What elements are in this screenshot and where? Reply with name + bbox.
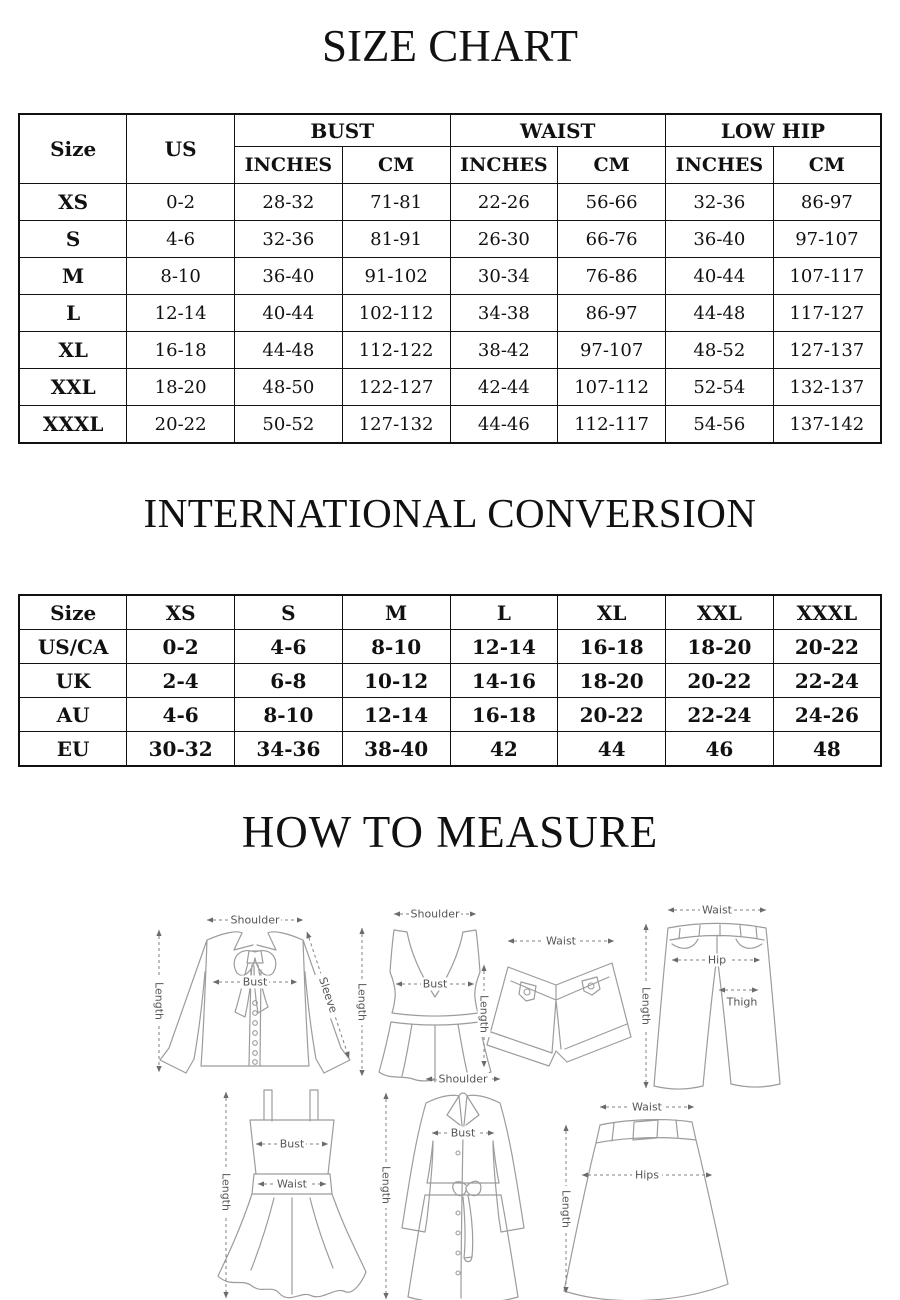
table-row (19, 184, 881, 221)
conv-header: S (235, 595, 343, 630)
conv-cell: 22-24 (773, 664, 881, 698)
conv-cell: 22-24 (666, 698, 774, 732)
size-cell: S (19, 221, 127, 258)
hip-cm-cell: 86-97 (773, 184, 881, 221)
measurement-label: Length (219, 1173, 233, 1211)
hip-cm-cell: 117-127 (773, 295, 881, 332)
hip-in-cell: 40-44 (666, 258, 774, 295)
strap-dress-figure (218, 1090, 366, 1298)
conv-cell: 42 (450, 732, 558, 767)
conv-cell: 0-2 (127, 630, 235, 664)
measurement-label: Shoulder (410, 907, 460, 921)
col-group-bust: BUST (235, 114, 451, 147)
us-cell: 8-10 (127, 258, 235, 295)
hip-cm-cell: 132-137 (773, 369, 881, 406)
sleeve-label-group (315, 971, 342, 1019)
conv-cell: 20-22 (558, 698, 666, 732)
hip-cm-cell: 137-142 (773, 406, 881, 444)
conv-header: Size (19, 595, 127, 630)
conv-cell: 44 (558, 732, 666, 767)
size-cell: L (19, 295, 127, 332)
size-cell: XL (19, 332, 127, 369)
waist-in-cell: 22-26 (450, 184, 558, 221)
button (253, 1031, 258, 1036)
bust-cm-cell: 122-127 (342, 369, 450, 406)
conv-cell: 2-4 (127, 664, 235, 698)
conv-cell: 20-22 (666, 664, 774, 698)
length-label-group (220, 1169, 233, 1215)
bust-cm-cell: 102-112 (342, 295, 450, 332)
measurement-label: Shoulder (230, 913, 280, 927)
waist-cm-cell: 86-97 (558, 295, 666, 332)
us-cell: 4-6 (127, 221, 235, 258)
subheader-bust-cm: CM (342, 147, 450, 184)
measurement-label: Waist (631, 1100, 663, 1114)
table-row (19, 221, 881, 258)
col-header-size: Size (19, 114, 127, 184)
measurement-label: Thigh (726, 995, 758, 1009)
table-row (19, 630, 881, 664)
button (456, 1271, 460, 1275)
waist-cm-cell: 107-112 (558, 369, 666, 406)
table-row (19, 595, 881, 630)
bust-in-cell: 44-48 (235, 332, 343, 369)
size-cell: XXL (19, 369, 127, 406)
shorts-sketch (487, 963, 631, 1066)
bust-in-cell: 32-36 (235, 221, 343, 258)
measurement-label: Length (559, 1190, 573, 1228)
waist-cm-cell: 66-76 (558, 221, 666, 258)
subheader-waist-inches: INCHES (450, 147, 558, 184)
us-cell: 0-2 (127, 184, 235, 221)
tank-top-sketch (379, 930, 491, 1082)
bust-cm-cell: 71-81 (342, 184, 450, 221)
region-cell: AU (19, 698, 127, 732)
size-cell: XXXL (19, 406, 127, 444)
waist-cm-cell: 112-117 (558, 406, 666, 444)
table-row (19, 664, 881, 698)
conv-cell: 16-18 (450, 698, 558, 732)
measurement-label: Length (639, 987, 653, 1025)
hip-in-cell: 48-52 (666, 332, 774, 369)
bust-cm-cell: 112-122 (342, 332, 450, 369)
conv-cell: 38-40 (342, 732, 450, 767)
measurement-label: Hip (707, 953, 727, 967)
conv-cell: 8-10 (342, 630, 450, 664)
length-label-group (356, 979, 369, 1025)
col-group-lowhip: LOW HIP (666, 114, 882, 147)
bust-cm-cell: 127-132 (342, 406, 450, 444)
length-label-group (640, 983, 653, 1029)
page-title: SIZE CHART (321, 21, 579, 71)
waist-cm-cell: 97-107 (558, 332, 666, 369)
conv-cell: 24-26 (773, 698, 881, 732)
measurement-label: Length (379, 1166, 393, 1204)
conv-cell: 20-22 (773, 630, 881, 664)
pants-sketch (654, 924, 780, 1090)
skirt-figure (560, 1101, 729, 1300)
blouse-outline (160, 932, 350, 1073)
us-cell: 12-14 (127, 295, 235, 332)
hip-cm-cell: 97-107 (773, 221, 881, 258)
waist-in-cell: 30-34 (450, 258, 558, 295)
conv-header: XS (127, 595, 235, 630)
hip-in-cell: 54-56 (666, 406, 774, 444)
waist-in-cell: 42-44 (450, 369, 558, 406)
conv-cell: 4-6 (235, 630, 343, 664)
measurement-label: Waist (545, 934, 577, 948)
hip-in-cell: 36-40 (666, 221, 774, 258)
conv-cell: 34-36 (235, 732, 343, 767)
conv-cell: 10-12 (342, 664, 450, 698)
shorts-outline (487, 963, 631, 1066)
tank-top-figure (356, 908, 492, 1083)
table-row (19, 369, 881, 406)
measurement-label: Bust (242, 975, 268, 989)
coat-dress-outline (402, 1093, 524, 1300)
skirt-dimensions (560, 1101, 713, 1294)
button (253, 1041, 258, 1046)
waist-cm-cell: 76-86 (558, 258, 666, 295)
conversion-table (18, 594, 882, 767)
bust-in-cell: 48-50 (235, 369, 343, 406)
waist-cm-cell: 56-66 (558, 184, 666, 221)
skirt-sketch (564, 1120, 728, 1300)
size-cell: XS (19, 184, 127, 221)
conversion-title: INTERNATIONAL CONVERSION (143, 490, 757, 536)
conv-cell: 16-18 (558, 630, 666, 664)
table-row (19, 332, 881, 369)
button (456, 1211, 460, 1215)
button (253, 1021, 258, 1026)
conversion-section (18, 594, 882, 767)
bust-in-cell: 40-44 (235, 295, 343, 332)
conv-cell: 12-14 (342, 698, 450, 732)
button (253, 1011, 258, 1016)
col-group-waist: WAIST (450, 114, 666, 147)
button (253, 1051, 258, 1056)
size-chart-table (18, 113, 882, 444)
table-row (19, 698, 881, 732)
hip-in-cell: 32-36 (666, 184, 774, 221)
col-header-us: US (127, 114, 235, 184)
length-label-group (478, 991, 491, 1037)
strap-dress-sketch (218, 1090, 366, 1298)
waist-in-cell: 38-42 (450, 332, 558, 369)
measurement-label: Shoulder (438, 1072, 488, 1086)
measurement-label: Hips (634, 1168, 660, 1182)
conv-cell: 6-8 (235, 664, 343, 698)
measurement-label: Length (477, 995, 491, 1033)
length-label-group (380, 1162, 393, 1208)
button (456, 1231, 460, 1235)
waist-in-cell: 44-46 (450, 406, 558, 444)
shorts-dimensions (478, 935, 615, 1068)
coat-dress-sketch (402, 1093, 524, 1300)
us-cell: 16-18 (127, 332, 235, 369)
conv-cell: 18-20 (558, 664, 666, 698)
skirt-outline (564, 1120, 728, 1300)
waist-in-cell: 34-38 (450, 295, 558, 332)
conv-cell: 14-16 (450, 664, 558, 698)
tank-top-dimensions (356, 908, 477, 1077)
measurement-label: Length (355, 983, 369, 1021)
bust-in-cell: 28-32 (235, 184, 343, 221)
measurement-label: Bust (450, 1126, 476, 1140)
conv-header: M (342, 595, 450, 630)
region-cell: EU (19, 732, 127, 767)
conv-cell: 12-14 (450, 630, 558, 664)
bust-in-cell: 36-40 (235, 258, 343, 295)
coat-dress-figure (380, 1073, 525, 1300)
us-cell: 20-22 (127, 406, 235, 444)
measurement-label: Length (152, 982, 166, 1020)
bust-cm-cell: 81-91 (342, 221, 450, 258)
table-row (19, 295, 881, 332)
conv-header: L (450, 595, 558, 630)
subheader-waist-cm: CM (558, 147, 666, 184)
how-to-measure-diagram (0, 870, 900, 1300)
measurement-label: Waist (276, 1177, 308, 1191)
measurement-label: Bust (422, 977, 448, 991)
size-chart-section (18, 113, 882, 444)
region-cell: US/CA (19, 630, 127, 664)
button (524, 989, 530, 995)
conv-cell: 18-20 (666, 630, 774, 664)
conv-cell: 30-32 (127, 732, 235, 767)
measurement-label: Sleeve (316, 975, 340, 1015)
bust-cm-cell: 91-102 (342, 258, 450, 295)
hip-in-cell: 44-48 (666, 295, 774, 332)
table-row (19, 258, 881, 295)
blouse-sketch (160, 932, 350, 1073)
button (456, 1151, 460, 1155)
measure-title: HOW TO MEASURE (241, 807, 659, 857)
subheader-hip-inches: INCHES (666, 147, 774, 184)
length-label-group (560, 1186, 573, 1232)
measurement-label: Bust (279, 1137, 305, 1151)
conv-header: XXL (666, 595, 774, 630)
conv-cell: 48 (773, 732, 881, 767)
waist-in-cell: 26-30 (450, 221, 558, 258)
table-row (19, 406, 881, 444)
region-cell: UK (19, 664, 127, 698)
hip-cm-cell: 127-137 (773, 332, 881, 369)
measurement-label: Waist (701, 903, 733, 917)
conv-cell: 8-10 (235, 698, 343, 732)
conv-header: XXXL (773, 595, 881, 630)
button (253, 1060, 258, 1065)
hip-in-cell: 52-54 (666, 369, 774, 406)
strap-dress-outline (218, 1090, 366, 1298)
strap-dress-dimensions (220, 1092, 329, 1298)
table-row (19, 732, 881, 767)
conv-cell: 46 (666, 732, 774, 767)
bust-in-cell: 50-52 (235, 406, 343, 444)
pants-outline (654, 924, 780, 1090)
tank-top-outline (379, 930, 491, 1082)
pants-figure (640, 904, 781, 1090)
us-cell: 18-20 (127, 369, 235, 406)
conv-cell: 4-6 (127, 698, 235, 732)
length-label-group (153, 978, 166, 1024)
subheader-hip-cm: CM (773, 147, 881, 184)
blouse-figure (153, 914, 351, 1074)
subheader-bust-inches: INCHES (235, 147, 343, 184)
shorts-figure (478, 935, 632, 1068)
pants-dimensions (640, 904, 767, 1089)
conv-header: XL (558, 595, 666, 630)
button (456, 1251, 460, 1255)
hip-cm-cell: 107-117 (773, 258, 881, 295)
size-cell: M (19, 258, 127, 295)
coat-dress-dimensions (380, 1073, 501, 1300)
